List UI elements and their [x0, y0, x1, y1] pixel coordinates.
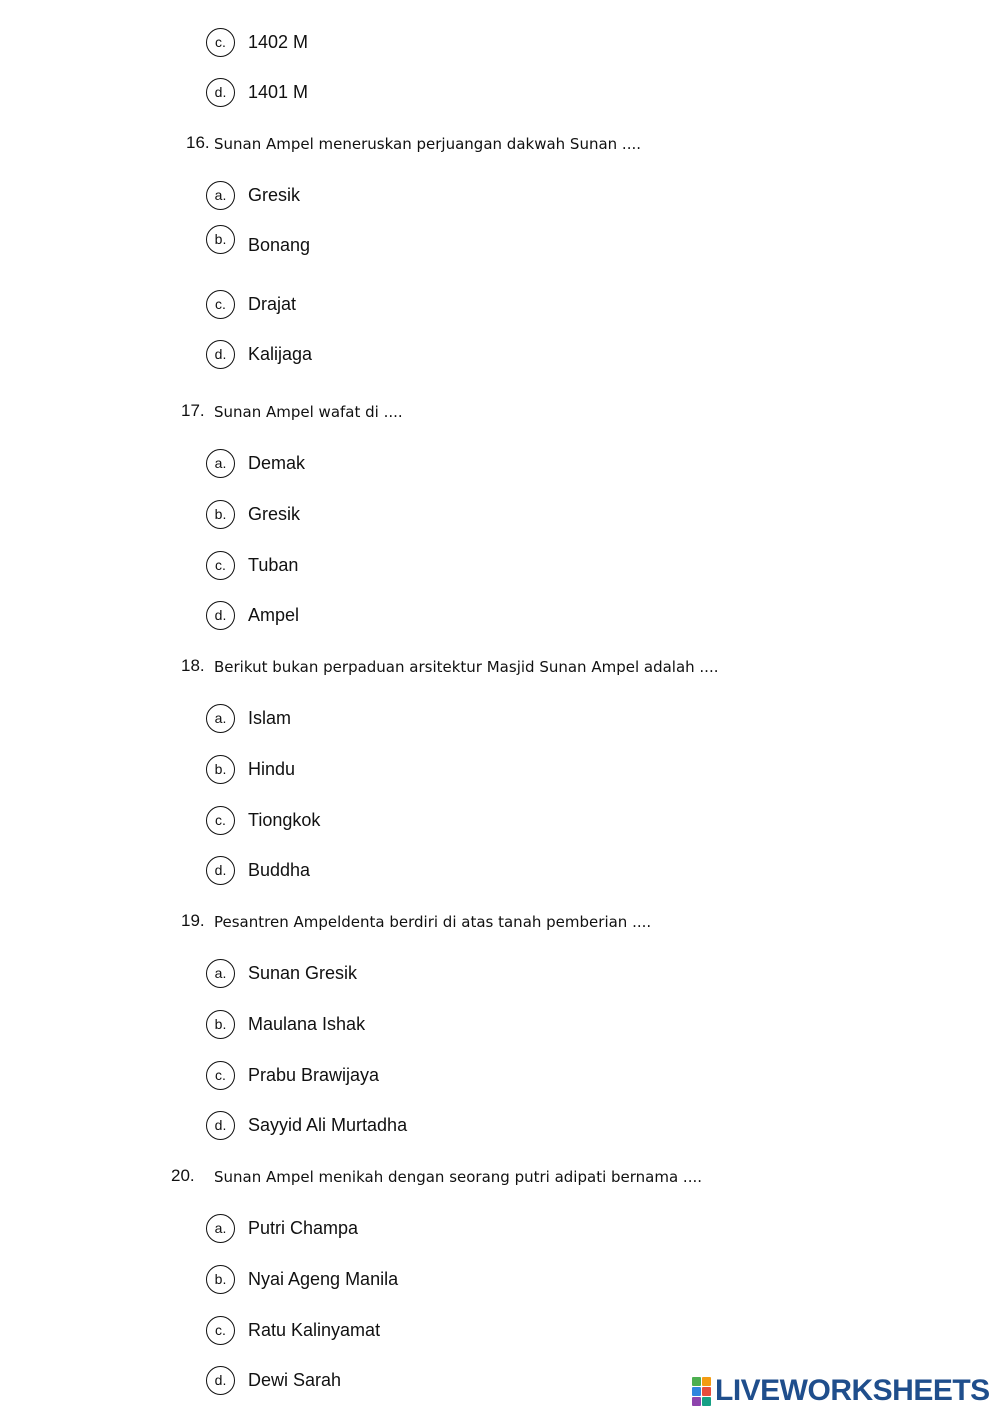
option-letter-circle[interactable]: b.: [206, 755, 235, 784]
option-letter-circle[interactable]: b.: [206, 1010, 235, 1039]
question-number: 17.: [181, 401, 205, 420]
option-letter-circle[interactable]: a.: [206, 449, 235, 478]
logo-grid-cell: [692, 1377, 701, 1386]
option-text: Sayyid Ali Murtadha: [248, 1115, 408, 1135]
question-number: 19.: [181, 911, 205, 930]
option-letter-circle[interactable]: b.: [206, 225, 235, 254]
option-letter-circle[interactable]: a.: [206, 959, 235, 988]
option-text: Buddha: [248, 860, 311, 880]
question-number: 16.: [186, 133, 210, 152]
option-letter-circle[interactable]: c.: [206, 1061, 235, 1090]
option-text: Gresik: [248, 504, 301, 524]
logo-grid-cell: [702, 1397, 711, 1406]
question-text: Sunan Ampel wafat di ....: [214, 403, 403, 421]
option-letter-circle[interactable]: d.: [206, 78, 235, 107]
option-text: Bonang: [248, 235, 311, 255]
logo-grid-cell: [702, 1377, 711, 1386]
question-17: [0, 398, 1000, 426]
option-text: Maulana Ishak: [248, 1014, 366, 1034]
option-letter-circle[interactable]: d.: [206, 1366, 235, 1395]
option-text: Islam: [248, 708, 292, 728]
question-16: [0, 130, 1000, 158]
option-letter-circle[interactable]: d.: [206, 856, 235, 885]
liveworksheets-grid-icon: [692, 1377, 711, 1406]
question-text: Berikut bukan perpaduan arsitektur Masjid Sunan Ampel adalah ....: [214, 658, 719, 676]
option-letter-circle[interactable]: c.: [206, 551, 235, 580]
option-text: Ratu Kalinyamat: [248, 1320, 381, 1340]
option-text: Drajat: [248, 294, 297, 314]
question-19: [0, 908, 1000, 936]
option-letter-circle[interactable]: a.: [206, 181, 235, 210]
option-letter-circle[interactable]: b.: [206, 500, 235, 529]
question-text: Sunan Ampel menikah dengan seorang putri adipati bernama ....: [214, 1168, 703, 1186]
option-text: 1401 M: [248, 82, 309, 102]
question-20: [0, 1163, 1000, 1191]
option-letter-circle[interactable]: c.: [206, 290, 235, 319]
option-text: Sunan Gresik: [248, 963, 358, 983]
option-text: Nyai Ageng Manila: [248, 1269, 399, 1289]
option-letter-circle[interactable]: d.: [206, 601, 235, 630]
option-text: Tuban: [248, 555, 299, 575]
option-text: Putri Champa: [248, 1218, 359, 1238]
option-text: Ampel: [248, 605, 300, 625]
option-text: Gresik: [248, 185, 301, 205]
option-text: Kalijaga: [248, 344, 313, 364]
logo-grid-cell: [692, 1387, 701, 1396]
option-letter-circle[interactable]: c.: [206, 1316, 235, 1345]
option-letter-circle[interactable]: a.: [206, 1214, 235, 1243]
question-text: Sunan Ampel meneruskan perjuangan dakwah Sunan ....: [214, 135, 642, 153]
question-text: Pesantren Ampeldenta berdiri di atas tanah pemberian ....: [214, 913, 652, 931]
option-text: Hindu: [248, 759, 296, 779]
option-text: Prabu Brawijaya: [248, 1065, 380, 1085]
option-text: 1402 M: [248, 32, 309, 52]
liveworksheets-logo[interactable]: [692, 1374, 992, 1408]
option-text: Demak: [248, 453, 306, 473]
option-letter-circle[interactable]: d.: [206, 1111, 235, 1140]
option-letter-circle[interactable]: c.: [206, 806, 235, 835]
option-letter-circle[interactable]: b.: [206, 1265, 235, 1294]
logo-grid-cell: [692, 1397, 701, 1406]
logo-text: LIVEWORKSHEETS: [715, 1374, 990, 1407]
option-letter-circle[interactable]: c.: [206, 28, 235, 57]
question-18: [0, 653, 1000, 681]
option-letter-circle[interactable]: a.: [206, 704, 235, 733]
question-number: 18.: [181, 656, 205, 675]
logo-grid-cell: [702, 1387, 711, 1396]
option-text: Dewi Sarah: [248, 1370, 342, 1390]
option-text: Tiongkok: [248, 810, 321, 830]
option-letter-circle[interactable]: d.: [206, 340, 235, 369]
question-number: 20.: [171, 1166, 195, 1185]
